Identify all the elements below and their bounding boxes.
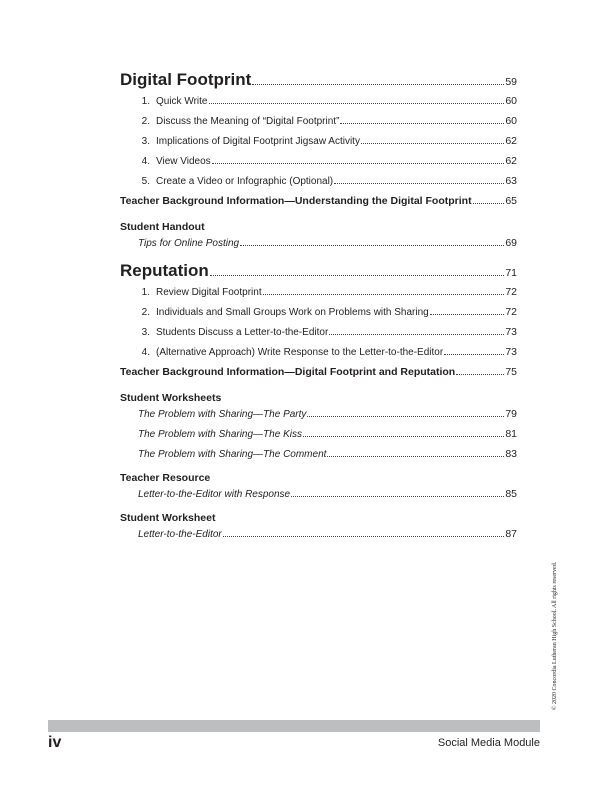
leader-dots <box>291 496 504 497</box>
subheading-student-worksheet: Student Worksheet <box>120 512 216 524</box>
toc-item[interactable] <box>120 326 517 346</box>
item-label: Create a Video or Infographic (Optional) <box>156 176 334 187</box>
toc-item-background-info[interactable] <box>120 366 517 388</box>
item-label: (Alternative Approach) Write Response to the Letter-to-the-Editor <box>156 347 444 358</box>
item-number: 4. <box>141 347 150 358</box>
item-number: 2. <box>141 116 150 127</box>
toc-item[interactable] <box>120 528 517 548</box>
page-number: 75 <box>505 366 517 378</box>
page-number: 69 <box>505 237 517 249</box>
page-number: 79 <box>505 408 517 420</box>
item-label: Letter-to-the-Editor with Response <box>138 489 291 500</box>
item-label: Tips for Online Posting <box>138 238 240 249</box>
toc-item[interactable] <box>120 346 517 366</box>
subheading-student-worksheets: Student Worksheets <box>120 392 222 404</box>
item-label: Discuss the Meaning of “Digital Footprint” <box>156 116 340 127</box>
section-title: Digital Footprint <box>120 70 252 89</box>
item-number: 2. <box>141 307 150 318</box>
page-number: 73 <box>505 326 517 338</box>
page-number: 72 <box>505 286 517 298</box>
page-number: 85 <box>505 488 517 500</box>
page-number: 59 <box>505 76 517 88</box>
page-number: 62 <box>505 135 517 147</box>
leader-dots <box>444 354 504 355</box>
subheading-student-handout: Student Handout <box>120 221 205 233</box>
page-number: 72 <box>505 306 517 318</box>
toc-item[interactable] <box>120 175 517 195</box>
section-title: Reputation <box>120 261 209 280</box>
item-number: 5. <box>141 176 150 187</box>
item-label: Quick Write <box>156 96 208 107</box>
item-label: Review Digital Footprint <box>156 287 262 298</box>
leader-dots <box>303 436 504 437</box>
toc-item[interactable] <box>120 155 517 175</box>
page-number: 73 <box>505 346 517 358</box>
toc-item[interactable] <box>120 95 517 115</box>
item-number: 4. <box>141 156 150 167</box>
leader-dots <box>252 84 504 85</box>
toc-section-digital-footprint[interactable] <box>120 70 517 95</box>
footer-bar <box>48 720 540 732</box>
page-number: 71 <box>505 267 517 279</box>
item-label: The Problem with Sharing—The Kiss <box>138 429 302 440</box>
leader-dots <box>329 334 504 335</box>
copyright-notice: © 2020 Concordia Lutheran High School. All rights reserved. <box>552 561 558 710</box>
item-label: View Videos <box>156 156 211 167</box>
item-label: The Problem with Sharing—The Party <box>138 409 307 420</box>
page-number: 83 <box>505 448 517 460</box>
leader-dots <box>210 275 505 276</box>
toc-item[interactable] <box>120 428 517 448</box>
page-number: 81 <box>505 428 517 440</box>
page-number: 87 <box>505 528 517 540</box>
subheading-teacher-resource: Teacher Resource <box>120 472 211 484</box>
leader-dots <box>212 163 505 164</box>
leader-dots <box>334 183 504 184</box>
leader-dots <box>327 456 504 457</box>
item-label: Letter-to-the-Editor <box>138 529 222 540</box>
toc-item[interactable] <box>120 408 517 428</box>
leader-dots <box>223 536 505 537</box>
toc-item[interactable] <box>120 306 517 326</box>
toc-item[interactable] <box>120 237 517 257</box>
leader-dots <box>240 245 504 246</box>
toc-item[interactable] <box>120 135 517 155</box>
toc-item[interactable] <box>120 488 517 508</box>
page-number: 60 <box>505 95 517 107</box>
leader-dots <box>361 143 504 144</box>
page-number: 60 <box>505 115 517 127</box>
item-label: Teacher Background Information—Digital Footprint and Reputation <box>120 366 456 378</box>
toc-section-reputation[interactable] <box>120 261 517 286</box>
page-number: 62 <box>505 155 517 167</box>
toc-item[interactable] <box>120 286 517 306</box>
item-label: Students Discuss a Letter-to-the-Editor <box>156 327 329 338</box>
item-number: 3. <box>141 327 150 338</box>
leader-dots <box>473 203 505 204</box>
toc-item-background-info[interactable] <box>120 195 517 217</box>
leader-dots <box>430 314 505 315</box>
page-number: 63 <box>505 175 517 187</box>
footer-page-number: iv <box>48 734 62 751</box>
leader-dots <box>263 294 505 295</box>
item-number: 1. <box>141 287 150 298</box>
leader-dots <box>307 416 504 417</box>
leader-dots <box>209 103 505 104</box>
item-number: 3. <box>141 136 150 147</box>
toc-item[interactable] <box>120 448 517 468</box>
toc-item[interactable] <box>120 115 517 135</box>
item-label: The Problem with Sharing—The Comment <box>138 449 327 460</box>
leader-dots <box>456 374 504 375</box>
item-number: 1. <box>141 96 150 107</box>
item-label: Implications of Digital Footprint Jigsaw Activity <box>156 136 360 147</box>
leader-dots <box>340 123 504 124</box>
item-label: Teacher Background Information—Understanding the Digital Footprint <box>120 195 472 207</box>
page-number: 65 <box>505 195 517 207</box>
footer-title: Social Media Module <box>437 737 540 749</box>
item-label: Individuals and Small Groups Work on Problems with Sharing <box>156 307 429 318</box>
table-of-contents <box>120 66 517 548</box>
